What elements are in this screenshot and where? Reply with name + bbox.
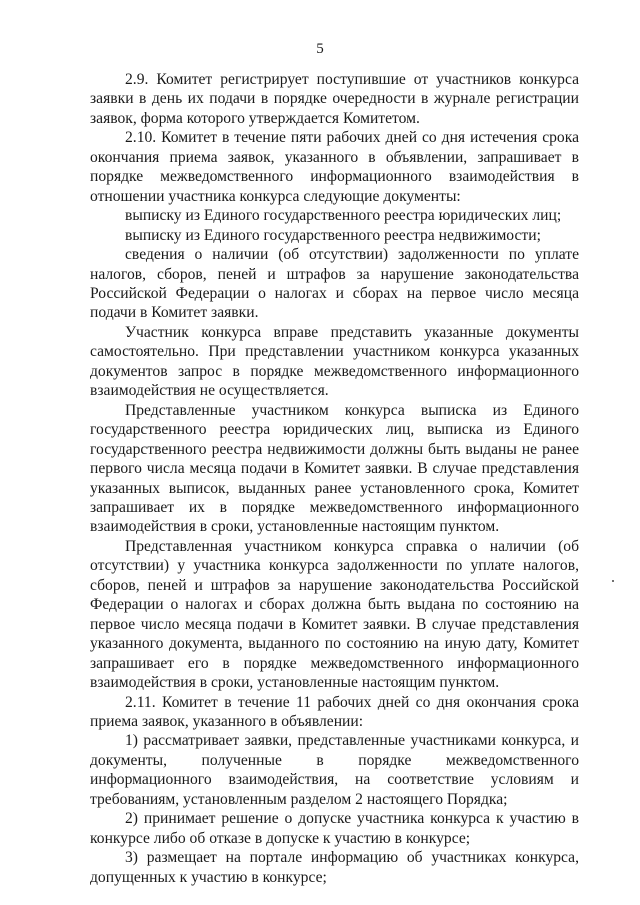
- document-body: [90, 70, 579, 887]
- paragraph-2-10: 2.10. Комитет в течение пяти рабочих дней со дня истечения срока окончания приема заявок, указанного в объявлении, запрашивает в порядке межведомственного информационного взаимодействия в отношении участника конкурса следующие документы:: [90, 129, 579, 205]
- paragraph-2-11: 2.11. Комитет в течение 11 рабочих дней со дня окончания срока приема заявок, указанного в объявлении:: [90, 693, 579, 730]
- paragraph-tax-certificate-validity: Представленная участником конкурса справка о наличии (об отсутствии) у участника конкурса задолженности по уплате налогов, сборов, пеней и штрафов за нарушение законодательства Российской Федерации о налогах и сборах должна быть выдана по состоянию на первое число месяца подачи в Комитет заявки. В случае представления указанного документа, выданного по состоянию на иную дату, Комитет запрашивает его в порядке межведомственного информационного взаимодействия в сроки, установленные настоящим пунктом.: [90, 537, 579, 692]
- paragraph-2-9: 2.9. Комитет регистрирует поступившие от участников конкурса заявки в день их подачи в порядке очередности в журнале регистрации заявок, форма которого утверждается Комитетом.: [90, 71, 579, 127]
- list-item-real-estate-extract: выписку из Единого государственного реестра недвижимости;: [125, 226, 541, 244]
- list-item-review-applications: 1) рассматривает заявки, представленные участниками конкурса, и документы, полученные в порядке межведомственного информационного взаимодействия, на соответствие условиям и требованиям, установленным разделом 2 настоящего Порядка;: [90, 732, 579, 808]
- scan-speck: [612, 580, 614, 582]
- paragraph-extracts-validity: Представленные участником конкурса выписка из Единого государственного реестра юридических лиц, выписка из Единого государственного реестра недвижимости должны быть выданы не ранее первого числа месяца подачи в Комитет заявки. В случае представления указанных выписок, выданных ранее установленного срока, Комитет запрашивает их в порядке межведомственного информационного взаимодействия в сроки, установленные настоящим пунктом.: [90, 401, 579, 536]
- list-item-tax-debt-info: сведения о наличии (об отсутствии) задолженности по уплате налогов, сборов, пеней и штрафов за нарушение законодательства Российской Федерации о налогах и сборах на первое число месяца подачи в Комитет заявки.: [90, 246, 579, 322]
- list-item-admission-decision: 2) принимает решение о допуске участника конкурса к участию в конкурсе либо об отказе в допуске к участию в конкурсе;: [90, 810, 579, 847]
- list-item-publish-participants: 3) размещает на портале информацию об участниках конкурса, допущенных к участию в конкурсе;: [90, 849, 579, 886]
- list-item-legal-entities-extract: выписку из Единого государственного реестра юридических лиц;: [125, 207, 562, 225]
- paragraph-self-submission: Участник конкурса вправе представить указанные документы самостоятельно. При представлении участником конкурса указанных документов запрос в порядке межведомственного информационного взаимодействия не осуществляется.: [90, 323, 579, 400]
- page-number: 5: [316, 41, 324, 57]
